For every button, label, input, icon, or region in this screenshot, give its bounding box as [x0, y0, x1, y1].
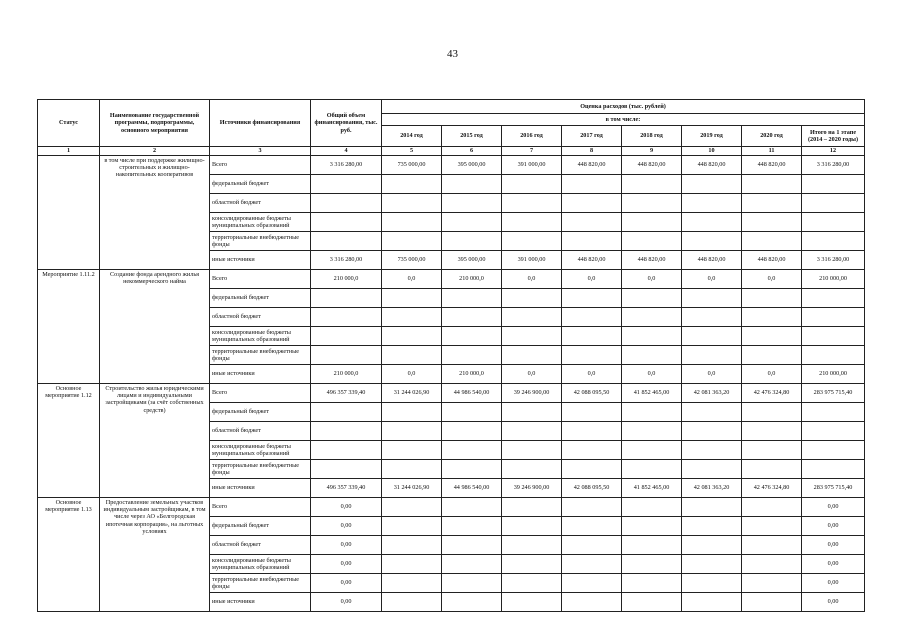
program-name-cell: Предоставление земельных участков индивидуальным застройщикам, в том числе через АО «Белгородская ипотечная корпорация», на льготных условиях: [100, 498, 210, 612]
amount-cell: [622, 517, 682, 536]
amount-cell: [742, 460, 802, 479]
amount-cell: 210 000,0: [442, 365, 502, 384]
amount-cell: [502, 194, 562, 213]
total-amount-cell: [311, 213, 382, 232]
amount-cell: 3 316 280,00: [802, 251, 865, 270]
amount-cell: 0,00: [802, 593, 865, 612]
amount-cell: [562, 346, 622, 365]
header-year: 2014 год: [382, 126, 442, 147]
amount-cell: [802, 289, 865, 308]
amount-cell: [502, 555, 562, 574]
amount-cell: [622, 289, 682, 308]
amount-cell: [502, 403, 562, 422]
amount-cell: 0,00: [802, 574, 865, 593]
amount-cell: [622, 460, 682, 479]
amount-cell: [502, 213, 562, 232]
amount-cell: [502, 346, 562, 365]
funding-source-cell: федеральный бюджет: [210, 403, 311, 422]
amount-cell: 0,0: [742, 270, 802, 289]
funding-source-cell: областной бюджет: [210, 422, 311, 441]
column-number: 2: [100, 147, 210, 156]
amount-cell: [562, 555, 622, 574]
amount-cell: [742, 346, 802, 365]
header-year: Итого на 1 этапе (2014 – 2020 годы): [802, 126, 865, 147]
amount-cell: [442, 175, 502, 194]
amount-cell: [742, 308, 802, 327]
amount-cell: 395 000,00: [442, 251, 502, 270]
amount-cell: 448 820,00: [682, 251, 742, 270]
funding-source-cell: консолидированные бюджеты муниципальных образований: [210, 327, 311, 346]
amount-cell: [742, 593, 802, 612]
amount-cell: [442, 498, 502, 517]
amount-cell: [802, 194, 865, 213]
funding-source-cell: областной бюджет: [210, 308, 311, 327]
amount-cell: 391 000,00: [502, 156, 562, 175]
funding-source-cell: территориальные внебюджетные фонды: [210, 232, 311, 251]
amount-cell: [382, 232, 442, 251]
header-estimate: Оценка расходов (тыс. рублей): [382, 100, 865, 114]
column-number: 8: [562, 147, 622, 156]
amount-cell: [382, 441, 442, 460]
amount-cell: 3 316 280,00: [802, 156, 865, 175]
amount-cell: [502, 593, 562, 612]
amount-cell: [562, 289, 622, 308]
amount-cell: [502, 308, 562, 327]
header-status: Статус: [38, 100, 100, 147]
header-year: 2015 год: [442, 126, 502, 147]
funding-source-cell: консолидированные бюджеты муниципальных образований: [210, 213, 311, 232]
amount-cell: 448 820,00: [622, 251, 682, 270]
amount-cell: 42 476 324,80: [742, 479, 802, 498]
amount-cell: [622, 536, 682, 555]
amount-cell: [442, 441, 502, 460]
amount-cell: [802, 441, 865, 460]
total-amount-cell: [311, 175, 382, 194]
amount-cell: [742, 213, 802, 232]
total-amount-cell: 3 316 280,00: [311, 251, 382, 270]
column-number: 10: [682, 147, 742, 156]
amount-cell: [562, 403, 622, 422]
amount-cell: [382, 422, 442, 441]
amount-cell: 735 000,00: [382, 156, 442, 175]
amount-cell: [742, 403, 802, 422]
funding-source-cell: иные источники: [210, 365, 311, 384]
amount-cell: [682, 194, 742, 213]
funding-source-cell: иные источники: [210, 251, 311, 270]
amount-cell: [802, 232, 865, 251]
amount-cell: 41 852 465,00: [622, 479, 682, 498]
amount-cell: 0,00: [802, 498, 865, 517]
amount-cell: [742, 175, 802, 194]
amount-cell: [502, 232, 562, 251]
amount-cell: 448 820,00: [742, 251, 802, 270]
amount-cell: [682, 346, 742, 365]
table-row: [38, 384, 865, 403]
header-year: 2018 год: [622, 126, 682, 147]
amount-cell: [382, 308, 442, 327]
amount-cell: [742, 194, 802, 213]
amount-cell: 0,0: [622, 365, 682, 384]
table-row: [38, 270, 865, 289]
header-total: Общий объем финансирования, тыс. руб.: [311, 100, 382, 147]
amount-cell: [562, 308, 622, 327]
amount-cell: 0,0: [742, 365, 802, 384]
amount-cell: 42 476 324,80: [742, 384, 802, 403]
budget-table: [37, 99, 865, 612]
amount-cell: [802, 175, 865, 194]
amount-cell: [442, 213, 502, 232]
amount-cell: [502, 517, 562, 536]
amount-cell: [382, 289, 442, 308]
total-amount-cell: [311, 346, 382, 365]
total-amount-cell: [311, 460, 382, 479]
total-amount-cell: 210 000,0: [311, 270, 382, 289]
amount-cell: [562, 517, 622, 536]
amount-cell: 31 244 026,90: [382, 384, 442, 403]
amount-cell: [682, 441, 742, 460]
total-amount-cell: 3 316 280,00: [311, 156, 382, 175]
amount-cell: 44 986 540,00: [442, 384, 502, 403]
funding-source-cell: иные источники: [210, 593, 311, 612]
header-name: Наименование государственной программы, подпрограммы, основного мероприятия: [100, 100, 210, 147]
amount-cell: 42 088 095,50: [562, 384, 622, 403]
amount-cell: 391 000,00: [502, 251, 562, 270]
amount-cell: [682, 498, 742, 517]
total-amount-cell: 496 357 339,40: [311, 384, 382, 403]
program-name-cell: Строительство жилья юридическими лицами и индивидуальными застройщиками (за счёт собственных средств): [100, 384, 210, 498]
amount-cell: [682, 403, 742, 422]
amount-cell: [742, 536, 802, 555]
column-number: 4: [311, 147, 382, 156]
amount-cell: [442, 593, 502, 612]
amount-cell: [502, 289, 562, 308]
amount-cell: [562, 327, 622, 346]
amount-cell: [622, 498, 682, 517]
total-amount-cell: [311, 441, 382, 460]
amount-cell: [562, 536, 622, 555]
amount-cell: [622, 593, 682, 612]
amount-cell: [382, 213, 442, 232]
amount-cell: 448 820,00: [742, 156, 802, 175]
amount-cell: 42 081 363,20: [682, 384, 742, 403]
funding-source-cell: областной бюджет: [210, 194, 311, 213]
amount-cell: [682, 308, 742, 327]
amount-cell: [442, 346, 502, 365]
amount-cell: [802, 213, 865, 232]
page-number: 43: [447, 48, 458, 60]
amount-cell: [682, 232, 742, 251]
amount-cell: [442, 517, 502, 536]
amount-cell: [442, 555, 502, 574]
amount-cell: [622, 441, 682, 460]
funding-source-cell: федеральный бюджет: [210, 175, 311, 194]
program-name-cell: в том числе при поддержке жилищно-строительных и жилищно-накопительных кооперативов: [100, 156, 210, 270]
amount-cell: [442, 574, 502, 593]
amount-cell: 0,0: [502, 365, 562, 384]
amount-cell: [502, 574, 562, 593]
column-number: 3: [210, 147, 311, 156]
amount-cell: [622, 574, 682, 593]
amount-cell: 0,0: [382, 270, 442, 289]
total-amount-cell: 0,00: [311, 498, 382, 517]
amount-cell: [442, 422, 502, 441]
amount-cell: [382, 498, 442, 517]
amount-cell: [382, 460, 442, 479]
amount-cell: [742, 327, 802, 346]
amount-cell: [382, 555, 442, 574]
amount-cell: 42 088 095,50: [562, 479, 622, 498]
amount-cell: [802, 308, 865, 327]
funding-source-cell: консолидированные бюджеты муниципальных образований: [210, 441, 311, 460]
amount-cell: 283 975 715,40: [802, 479, 865, 498]
column-number: 9: [622, 147, 682, 156]
amount-cell: 39 246 900,00: [502, 479, 562, 498]
amount-cell: [442, 289, 502, 308]
amount-cell: [562, 175, 622, 194]
amount-cell: [682, 574, 742, 593]
amount-cell: [682, 289, 742, 308]
amount-cell: [562, 232, 622, 251]
table-row: [38, 156, 865, 175]
total-amount-cell: 0,00: [311, 593, 382, 612]
amount-cell: [382, 327, 442, 346]
header-year: 2020 год: [742, 126, 802, 147]
amount-cell: [382, 403, 442, 422]
amount-cell: [502, 536, 562, 555]
header-year: 2017 год: [562, 126, 622, 147]
amount-cell: 0,0: [682, 365, 742, 384]
amount-cell: 0,0: [502, 270, 562, 289]
total-amount-cell: [311, 308, 382, 327]
amount-cell: [742, 574, 802, 593]
amount-cell: 42 081 363,20: [682, 479, 742, 498]
amount-cell: [622, 194, 682, 213]
amount-cell: [682, 175, 742, 194]
amount-cell: [802, 460, 865, 479]
amount-cell: [502, 422, 562, 441]
funding-source-cell: иные источники: [210, 479, 311, 498]
amount-cell: [742, 555, 802, 574]
amount-cell: 0,00: [802, 517, 865, 536]
amount-cell: [442, 194, 502, 213]
amount-cell: [802, 422, 865, 441]
total-amount-cell: [311, 403, 382, 422]
total-amount-cell: 210 000,0: [311, 365, 382, 384]
funding-source-cell: Всего: [210, 270, 311, 289]
program-name-cell: Создание фонда арендного жилья некоммерческого найма: [100, 270, 210, 384]
amount-cell: [622, 346, 682, 365]
funding-source-cell: территориальные внебюджетные фонды: [210, 574, 311, 593]
amount-cell: [622, 308, 682, 327]
funding-source-cell: Всего: [210, 498, 311, 517]
amount-cell: 448 820,00: [622, 156, 682, 175]
amount-cell: [502, 498, 562, 517]
amount-cell: [442, 308, 502, 327]
amount-cell: [682, 422, 742, 441]
amount-cell: [742, 441, 802, 460]
amount-cell: 395 000,00: [442, 156, 502, 175]
amount-cell: [562, 593, 622, 612]
amount-cell: [382, 517, 442, 536]
amount-cell: [622, 213, 682, 232]
status-cell: Основное мероприятие 1.13: [38, 498, 100, 612]
total-amount-cell: 0,00: [311, 555, 382, 574]
funding-source-cell: Всего: [210, 384, 311, 403]
total-amount-cell: 0,00: [311, 536, 382, 555]
amount-cell: [382, 194, 442, 213]
total-amount-cell: [311, 422, 382, 441]
amount-cell: [442, 403, 502, 422]
funding-source-cell: федеральный бюджет: [210, 517, 311, 536]
amount-cell: [562, 441, 622, 460]
amount-cell: [382, 536, 442, 555]
amount-cell: [682, 213, 742, 232]
amount-cell: [742, 498, 802, 517]
amount-cell: [562, 498, 622, 517]
amount-cell: [622, 422, 682, 441]
amount-cell: 210 000,00: [802, 270, 865, 289]
amount-cell: [742, 289, 802, 308]
amount-cell: [502, 327, 562, 346]
column-number: 5: [382, 147, 442, 156]
total-amount-cell: 0,00: [311, 517, 382, 536]
amount-cell: 0,0: [682, 270, 742, 289]
amount-cell: [562, 213, 622, 232]
amount-cell: 0,00: [802, 536, 865, 555]
funding-source-cell: Всего: [210, 156, 311, 175]
total-amount-cell: [311, 194, 382, 213]
table-row: [38, 498, 865, 517]
column-number: 1: [38, 147, 100, 156]
amount-cell: [682, 555, 742, 574]
amount-cell: 31 244 026,90: [382, 479, 442, 498]
amount-cell: [382, 346, 442, 365]
status-cell: Основное мероприятие 1.12: [38, 384, 100, 498]
amount-cell: [442, 327, 502, 346]
total-amount-cell: [311, 289, 382, 308]
amount-cell: [562, 422, 622, 441]
amount-cell: [622, 403, 682, 422]
amount-cell: 44 986 540,00: [442, 479, 502, 498]
amount-cell: [442, 460, 502, 479]
header-sources: Источники финансирования: [210, 100, 311, 147]
header-including: в том числе:: [382, 114, 865, 126]
amount-cell: 0,0: [382, 365, 442, 384]
amount-cell: [562, 574, 622, 593]
amount-cell: [442, 536, 502, 555]
amount-cell: 0,0: [562, 270, 622, 289]
amount-cell: 41 852 465,00: [622, 384, 682, 403]
amount-cell: 283 975 715,40: [802, 384, 865, 403]
status-cell: Мероприятие 1.11.2: [38, 270, 100, 384]
amount-cell: [802, 403, 865, 422]
amount-cell: [382, 574, 442, 593]
amount-cell: 0,00: [802, 555, 865, 574]
amount-cell: [802, 327, 865, 346]
column-number: 6: [442, 147, 502, 156]
amount-cell: [682, 593, 742, 612]
amount-cell: [622, 327, 682, 346]
amount-cell: [502, 441, 562, 460]
total-amount-cell: 496 357 339,40: [311, 479, 382, 498]
amount-cell: [802, 346, 865, 365]
funding-source-cell: федеральный бюджет: [210, 289, 311, 308]
status-cell: [38, 156, 100, 270]
funding-source-cell: областной бюджет: [210, 536, 311, 555]
amount-cell: 39 246 900,00: [502, 384, 562, 403]
total-amount-cell: 0,00: [311, 574, 382, 593]
amount-cell: 448 820,00: [562, 251, 622, 270]
amount-cell: [562, 194, 622, 213]
column-number: 7: [502, 147, 562, 156]
header-year: 2016 год: [502, 126, 562, 147]
amount-cell: 210 000,0: [442, 270, 502, 289]
amount-cell: 210 000,00: [802, 365, 865, 384]
header-year: 2019 год: [682, 126, 742, 147]
amount-cell: [502, 175, 562, 194]
amount-cell: [682, 327, 742, 346]
amount-cell: [742, 422, 802, 441]
amount-cell: 0,0: [622, 270, 682, 289]
amount-cell: [682, 517, 742, 536]
column-number: 12: [802, 147, 865, 156]
funding-source-cell: консолидированные бюджеты муниципальных образований: [210, 555, 311, 574]
amount-cell: [442, 232, 502, 251]
total-amount-cell: [311, 232, 382, 251]
amount-cell: [682, 460, 742, 479]
amount-cell: [382, 593, 442, 612]
total-amount-cell: [311, 327, 382, 346]
amount-cell: [562, 460, 622, 479]
amount-cell: 448 820,00: [682, 156, 742, 175]
funding-source-cell: территориальные внебюджетные фонды: [210, 460, 311, 479]
amount-cell: 0,0: [562, 365, 622, 384]
funding-source-cell: территориальные внебюджетные фонды: [210, 346, 311, 365]
amount-cell: [742, 232, 802, 251]
amount-cell: [622, 232, 682, 251]
amount-cell: [682, 536, 742, 555]
amount-cell: [502, 460, 562, 479]
amount-cell: [382, 175, 442, 194]
amount-cell: [622, 555, 682, 574]
amount-cell: 448 820,00: [562, 156, 622, 175]
amount-cell: [622, 175, 682, 194]
amount-cell: [742, 517, 802, 536]
amount-cell: 735 000,00: [382, 251, 442, 270]
column-number: 11: [742, 147, 802, 156]
